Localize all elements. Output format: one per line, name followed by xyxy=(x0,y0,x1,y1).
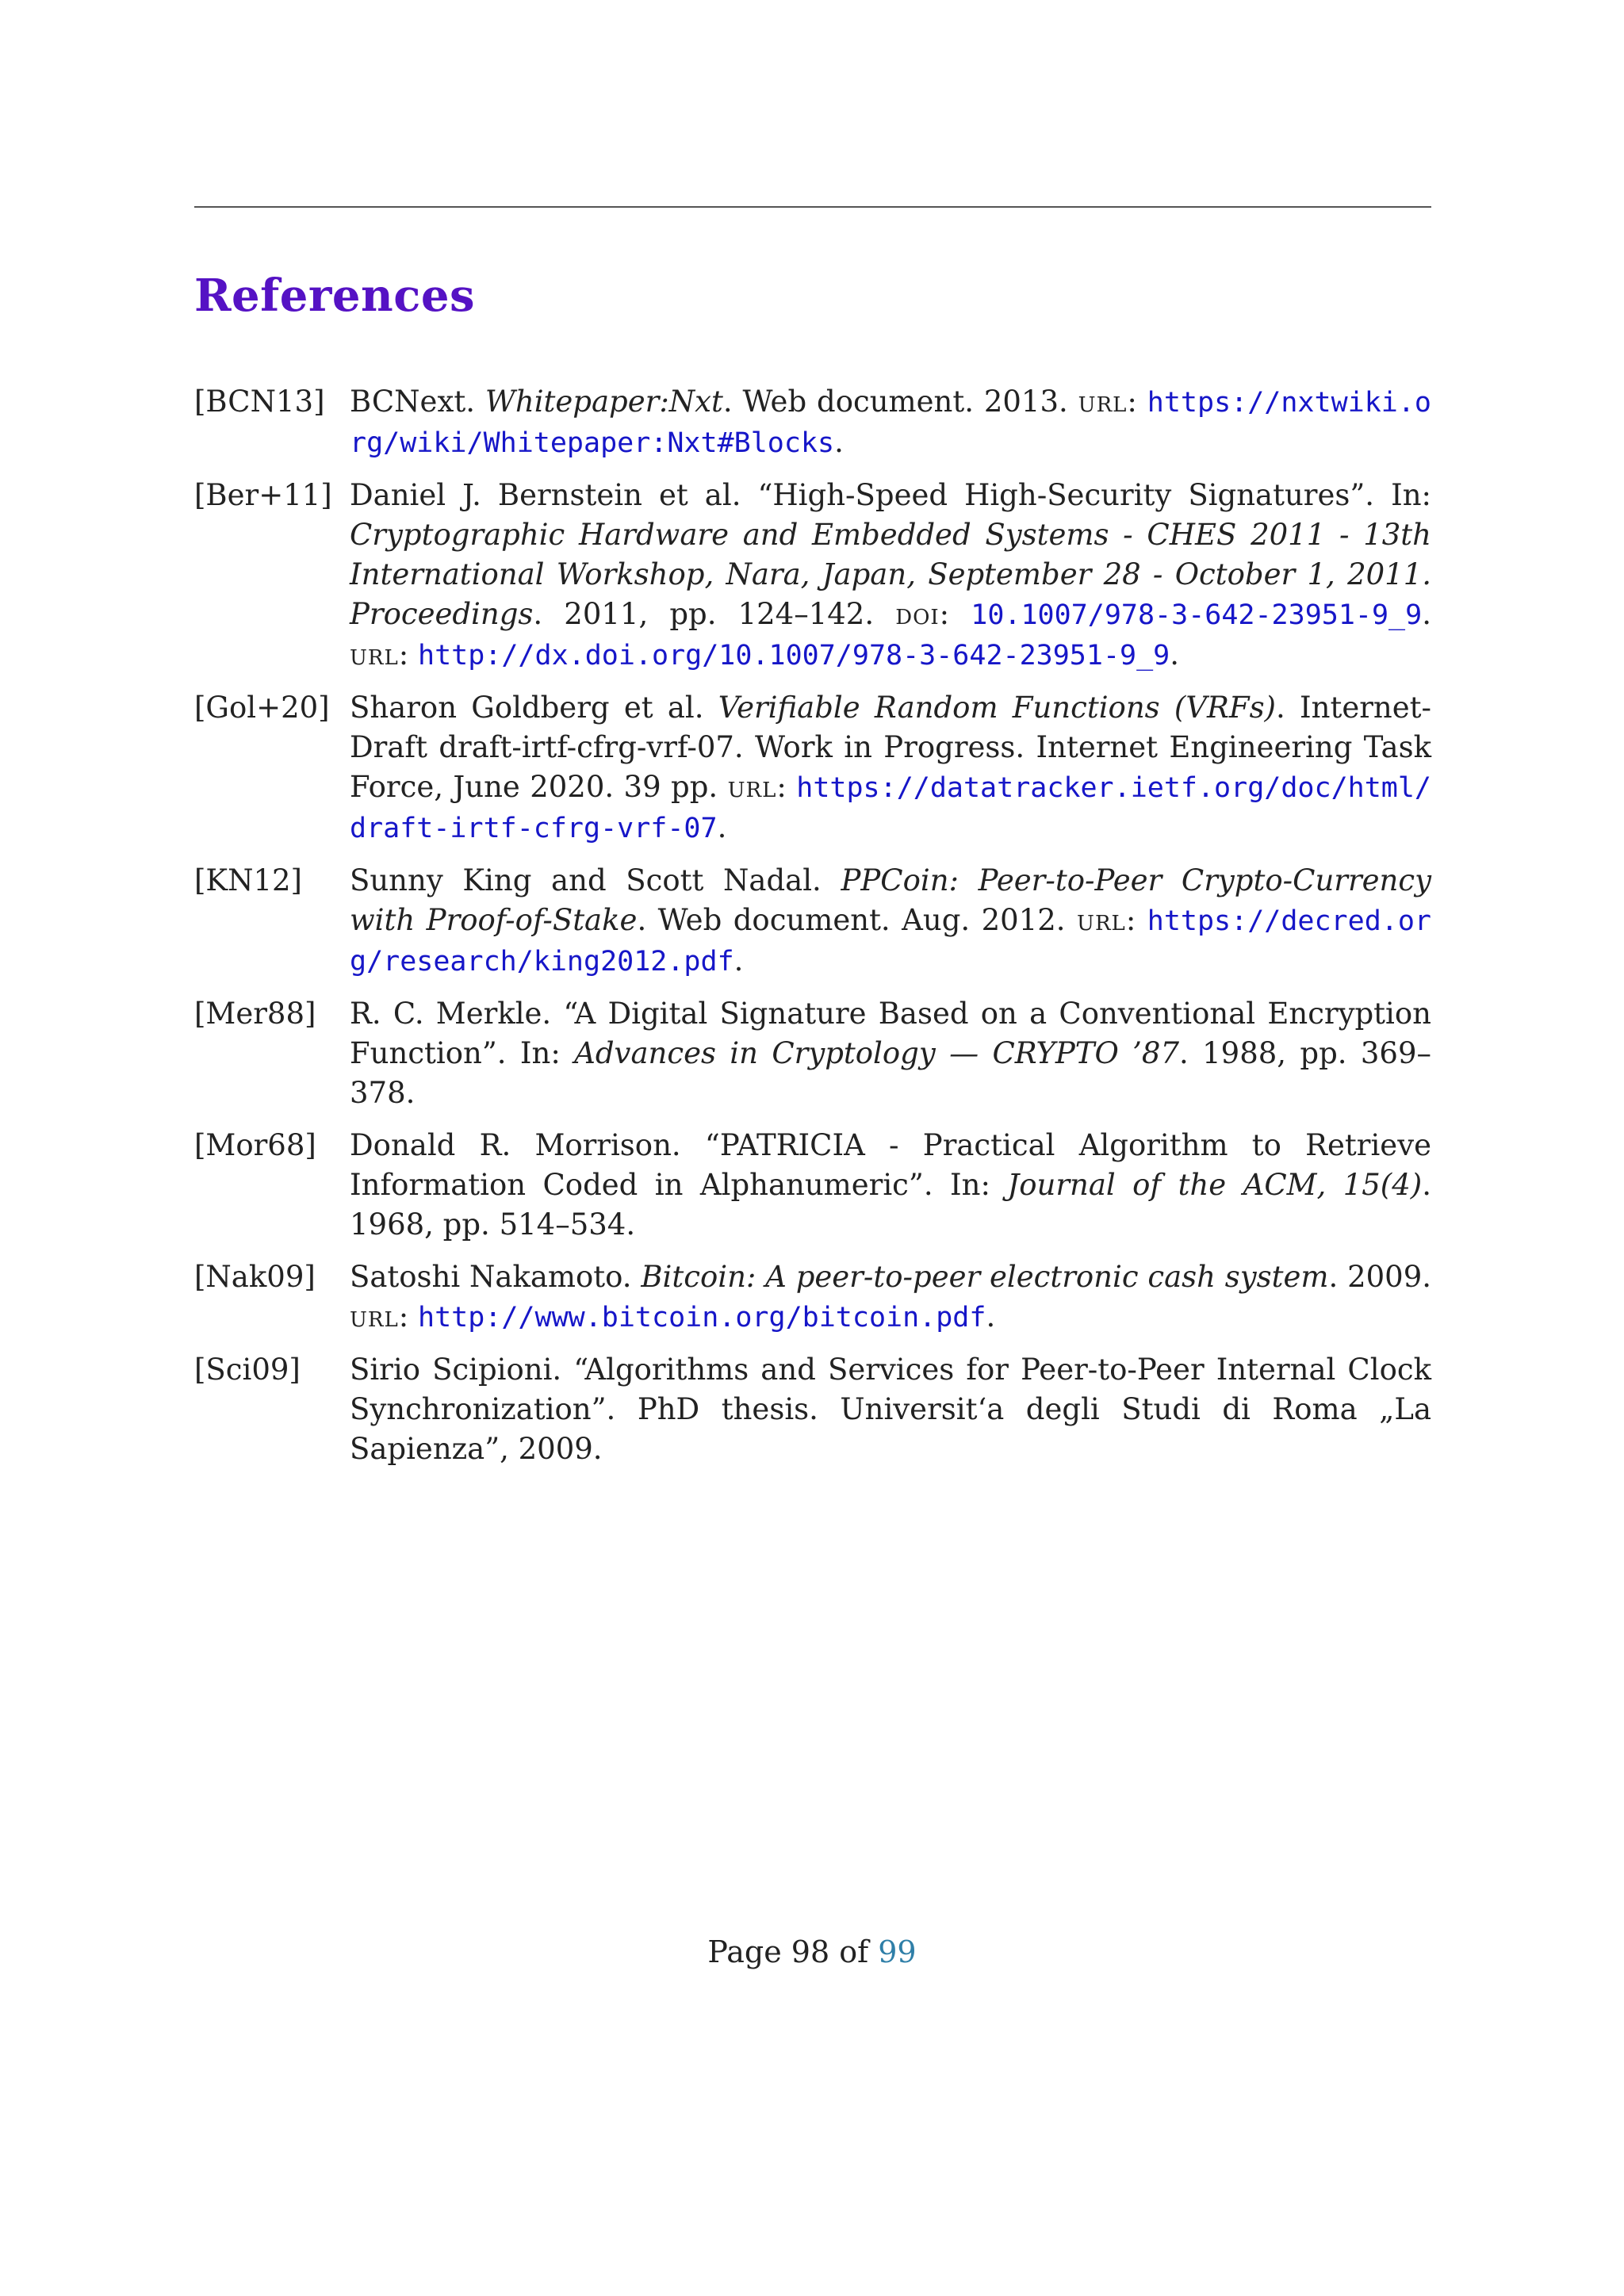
reference-key: [Ber+11] xyxy=(194,478,332,512)
reference-mer88 xyxy=(194,994,1431,1113)
reference-title: Bitcoin: A peer-to-peer electronic cash system xyxy=(641,1260,1329,1294)
reference-details: . 2009. xyxy=(1328,1260,1431,1294)
reference-author: Satoshi Nakamoto. xyxy=(350,1260,642,1294)
reference-author: R. C. Merkle. “A Digital Signature Based on a Conventional Encryption Function”. In: xyxy=(350,997,1431,1070)
top-rule xyxy=(194,206,1431,208)
reference-author: Sharon Goldberg et al. xyxy=(350,691,718,725)
reference-author: Sirio Scipioni. “Algorithms and Services for Peer-to-Peer Internal Clock Synchronization”. PhD thesis. Universit‘a degli Studi di Roma „La Sapienza”, 2009. xyxy=(350,1353,1431,1466)
reference-kn12 xyxy=(194,861,1431,982)
doi-label: doi xyxy=(895,597,940,631)
reference-url-link[interactable]: https://nxtwiki.org/wiki/Whitepaper:Nxt#Blocks xyxy=(350,387,1432,459)
url-label: url xyxy=(1078,385,1128,419)
page-footer xyxy=(0,1934,1624,1969)
reference-text xyxy=(350,994,1431,1113)
reference-key: [BCN13] xyxy=(194,385,325,419)
reference-author: BCNext. xyxy=(350,385,485,419)
reference-url-link[interactable]: http://www.bitcoin.org/bitcoin.pdf xyxy=(418,1302,986,1334)
reference-url-link[interactable]: http://dx.doi.org/10.1007/978-3-642-23951-9_9 xyxy=(418,640,1170,672)
reference-title: PPCoin: Peer-to-Peer Crypto-Currency with Proof-of-Stake xyxy=(350,863,1431,937)
url-label: url xyxy=(1077,903,1126,937)
reference-title: Verifiable Random Functions (VRFs) xyxy=(718,691,1276,725)
url-label: url xyxy=(350,1299,399,1334)
reference-key: [Mer88] xyxy=(194,997,316,1031)
reference-key: [Mor68] xyxy=(194,1128,316,1162)
reference-key: [Sci09] xyxy=(194,1353,301,1387)
total-pages-link[interactable]: 99 xyxy=(878,1934,917,1969)
reference-nak09 xyxy=(194,1257,1431,1337)
url-label: url xyxy=(727,770,777,804)
reference-title: Whitepaper:Nxt xyxy=(485,385,723,419)
reference-text: Satoshi Nakamoto. Bitcoin: A peer-to-peer electronic cash system. 2009. url: http://www.bitcoin.org/bitcoin.pdf. xyxy=(350,1260,1431,1334)
reference-key: [Gol+20] xyxy=(194,691,330,725)
reference-venue: Journal of the ACM, 15(4) xyxy=(1007,1168,1423,1202)
reference-ber11 xyxy=(194,476,1431,675)
reference-author: Daniel J. Bernstein et al. “High-Speed High-Security Signatures”. In: xyxy=(350,478,1431,512)
reference-text: BCNext. Whitepaper:Nxt. Web document. 2013. url: https://nxtwiki.org/wiki/Whitepaper:Nxt#Blocks. xyxy=(350,385,1432,459)
reference-details: . 2011, pp. 124–142. xyxy=(533,597,896,631)
reference-bcn13 xyxy=(194,382,1431,463)
reference-gol20 xyxy=(194,688,1431,848)
reference-text: Sharon Goldberg et al. Verifiable Random Functions (VRFs). Internet-Draft draft-irtf-cfrg-vrf-07. Work in Progress. Internet Engineering Task Force, June 2020. 39 pp. url: https://datatracker.ietf.org/doc/html/draft-irtf-cfrg-vrf-07. xyxy=(350,691,1432,844)
reference-sci09 xyxy=(194,1350,1431,1469)
reference-details: . Web document. Aug. 2012. xyxy=(637,903,1078,937)
reference-venue: Advances in Cryptology — CRYPTO ’87 xyxy=(574,1036,1179,1070)
url-label: url xyxy=(350,637,399,672)
reference-doi-link[interactable]: 10.1007/978-3-642-23951-9_9 xyxy=(971,599,1423,631)
reference-text: Daniel J. Bernstein et al. “High-Speed High-Security Signatures”. In: Cryptographic Hardware and Embedded Systems - CHES 2011 - 13th International Workshop, Nara, Japan, September 28 - October 1, 2011. Proceedings. 2011, pp. 124–142. doi: 10.1007/978-3-642-23951-9_9. url: http://dx.doi.org/10.1007/978-3-642-23951-9_9. xyxy=(350,478,1431,672)
reference-key: [Nak09] xyxy=(194,1260,316,1294)
reference-details: . 1968, pp. 514–534. xyxy=(350,1168,1431,1242)
reference-url-link[interactable]: https://datatracker.ietf.org/doc/html/draft-irtf-cfrg-vrf-07 xyxy=(350,772,1431,844)
reference-text xyxy=(350,1126,1431,1245)
reference-author: Sunny King and Scott Nadal. xyxy=(350,863,841,897)
reference-details: . Web document. 2013. xyxy=(722,385,1078,419)
reference-details: . Internet-Draft draft-irtf-cfrg-vrf-07. Work in Progress. Internet Engineering Task Force, June 2020. 39 pp. xyxy=(350,691,1432,804)
reference-key: [KN12] xyxy=(194,863,302,897)
references-heading: References xyxy=(194,270,475,322)
reference-author: Donald R. Morrison. “PATRICIA - Practical Algorithm to Retrieve Information Coded in Alphanumeric”. In: xyxy=(350,1128,1431,1202)
reference-list xyxy=(194,382,1431,1482)
page-number-label: Page 98 of xyxy=(707,1934,879,1969)
reference-venue: Cryptographic Hardware and Embedded Systems - CHES 2011 - 13th International Workshop, Nara, Japan, September 28 - October 1, 2011. Proceedings xyxy=(350,518,1431,631)
reference-url-link[interactable]: https://decred.org/research/king2012.pdf xyxy=(350,905,1431,978)
reference-details: . 1988, pp. 369–378. xyxy=(350,1036,1431,1110)
reference-text xyxy=(350,1350,1431,1469)
reference-text: Sunny King and Scott Nadal. PPCoin: Peer-to-Peer Crypto-Currency with Proof-of-Stake. Web document. Aug. 2012. url: https://decred.org/research/king2012.pdf. xyxy=(350,863,1431,978)
reference-mor68 xyxy=(194,1126,1431,1245)
